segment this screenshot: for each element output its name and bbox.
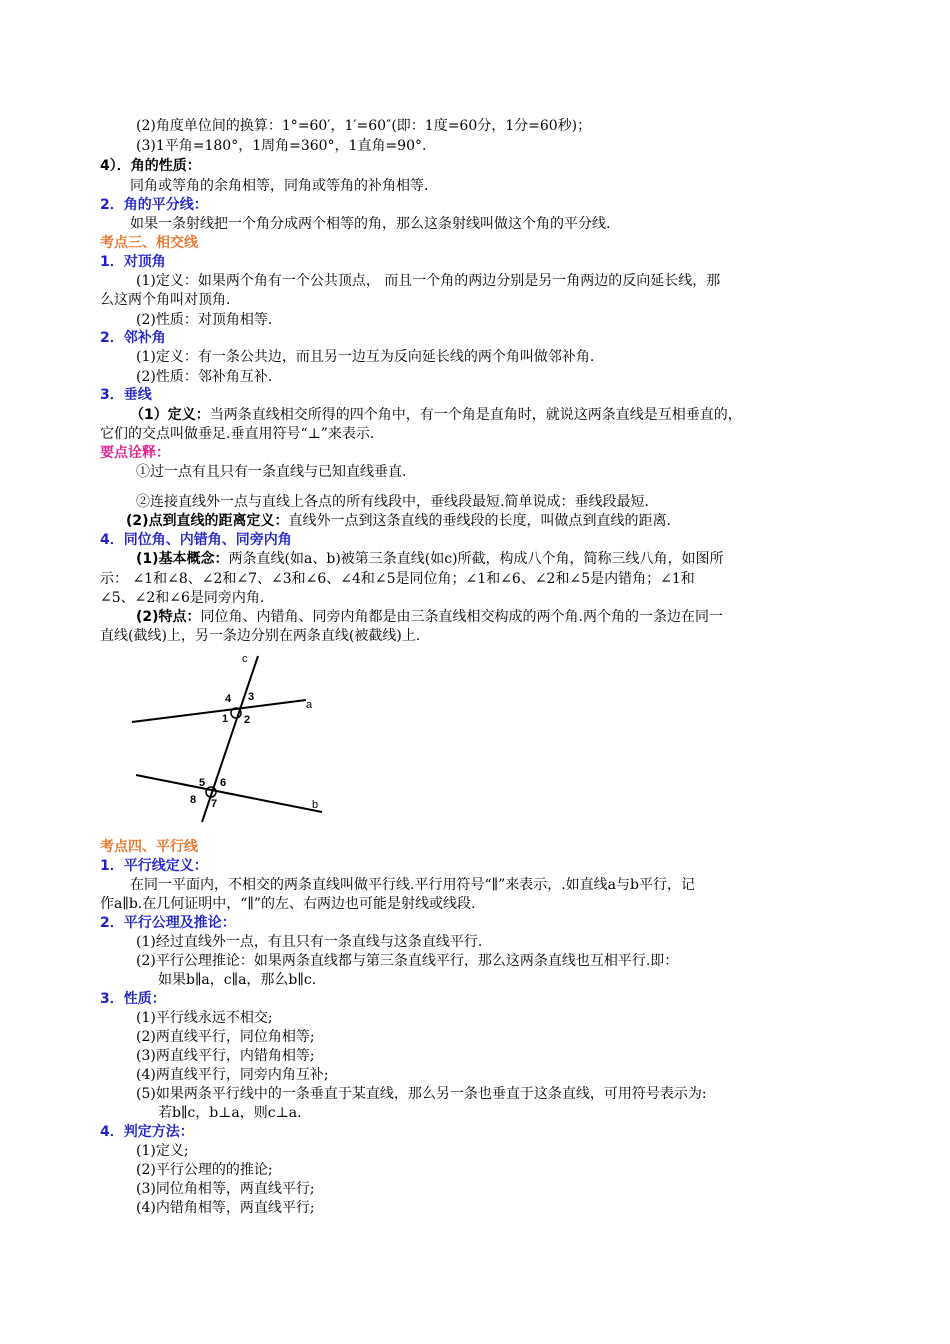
- text-line: (2)性质：邻补角互补.: [136, 369, 273, 385]
- topic-heading: 考点四、平行线: [100, 839, 198, 855]
- text-line: (1)经过直线外一点，有且只有一条直线与这条直线平行.: [136, 934, 483, 950]
- angle-label-2: 2: [244, 714, 251, 726]
- text-line: 示： ∠1和∠8、∠2和∠7、∠3和∠6、∠4和∠5是同位角；∠1和∠6、∠2和∠5是内错角；∠1和: [100, 571, 695, 587]
- term-text: 当两条直线相交所得的四个角中，有一个角是直角时，就说这两条直线是互相垂直的，: [209, 407, 742, 423]
- section-heading: 1．平行线定义：: [100, 858, 208, 874]
- text-line: ∠5、∠2和∠6是同旁内角.: [100, 590, 265, 606]
- line-b: [136, 775, 322, 812]
- section-heading: 4．同位角、内错角、同旁内角: [100, 532, 292, 548]
- text-line: 同角或等角的余角相等，同角或等角的补角相等.: [130, 178, 429, 194]
- term-label: (2)特点：: [136, 609, 201, 625]
- angle-label-6: 6: [220, 777, 227, 789]
- text-line: (2)平行公理的的推论;: [136, 1162, 273, 1178]
- angle-label-3: 3: [248, 691, 255, 703]
- text-line: [136, 549, 724, 569]
- text-line: (2)角度单位间的换算：1°=60′，1′=60″(即：1度=60分，1分=60秒)；: [136, 118, 592, 134]
- text-line: 作a∥b.在几何证明中，“∥”的左、右两边也可能是射线或线段.: [100, 896, 476, 912]
- text-line: (2)平行公理推论：如果两条直线都与第三条直线平行，那么这两条直线也互相平行.即：: [136, 953, 679, 969]
- text-line: (5)如果两条平行线中的一条垂直于某直线，那么另一条也垂直于这条直线，可用符号表示为:: [136, 1086, 707, 1102]
- term-label: (1)基本概念：: [136, 551, 229, 567]
- text-line: (1)定义：有一条公共边，而且另一边互为反向延长线的两个角叫做邻补角.: [136, 349, 595, 365]
- text-line: 若b∥c，b⊥a，则c⊥a.: [158, 1105, 302, 1121]
- term-text: 直线外一点到这条直线的垂线段的长度，叫做点到直线的距离.: [288, 513, 671, 529]
- text-line: (3)同位角相等，两直线平行;: [136, 1181, 315, 1197]
- text-line: 如果一条射线把一个角分成两个相等的角，那么这条射线叫做这个角的平分线.: [130, 216, 611, 232]
- topic-heading: 考点三、相交线: [100, 235, 198, 251]
- line-a: [132, 700, 306, 722]
- text-line: (1)定义：如果两个角有一个公共顶点， 而且一个角的两边分别是另一角两边的反向延长线，那: [136, 273, 721, 289]
- label-a: a: [306, 699, 313, 711]
- term-label: （1）定义：: [130, 407, 210, 423]
- angle-label-5: 5: [199, 777, 206, 789]
- text-line: (1)定义;: [136, 1143, 189, 1159]
- angle-label-1: 1: [222, 713, 229, 725]
- label-b: b: [312, 799, 319, 811]
- section-heading: 2．平行公理及推论：: [100, 915, 236, 931]
- text-line: [126, 511, 671, 531]
- angle-label-8: 8: [190, 794, 197, 806]
- text-line: [130, 405, 742, 425]
- term-text: 两条直线(如a、b)被第三条直线(如c)所截，构成八个角，简称三线八角，如图所: [228, 551, 724, 567]
- angle-label-4: 4: [225, 693, 232, 705]
- section-heading: 3．性质：: [100, 991, 166, 1007]
- angle-label-7: 7: [211, 798, 218, 810]
- text-line: 如果b∥a，c∥a，那么b∥c.: [158, 972, 317, 988]
- term-label: (2)点到直线的距离定义：: [126, 513, 289, 529]
- section-heading: 2．角的平分线：: [100, 197, 208, 213]
- text-line: [136, 607, 723, 627]
- text-line: 它们的交点叫做垂足.垂直用符号“⊥”来表示.: [100, 426, 375, 442]
- subheading: 4）．角的性质：: [100, 158, 201, 174]
- intersecting-lines-figure: [126, 650, 336, 830]
- text-line: (2)两直线平行，同位角相等;: [136, 1029, 315, 1045]
- key-point-heading: 要点诠释：: [100, 445, 170, 461]
- label-c: c: [242, 653, 248, 665]
- term-text: 同位角、内错角、同旁内角都是由三条直线相交构成的两个角.两个角的一条边在同一: [200, 609, 723, 625]
- text-line: (4)两直线平行，同旁内角互补;: [136, 1067, 329, 1083]
- text-line: (2)性质：对顶角相等.: [136, 312, 273, 328]
- section-heading: 2．邻补角: [100, 330, 166, 346]
- text-line: ②连接直线外一点与直线上各点的所有线段中，垂线段最短.简单说成：垂线段最短.: [136, 494, 649, 510]
- text-line: (3)1平角=180°，1周角=360°，1直角=90°.: [136, 138, 427, 154]
- text-line: 么这两个角叫对顶角.: [100, 292, 231, 308]
- section-heading: 3．垂线: [100, 387, 152, 403]
- section-heading: 1．对顶角: [100, 254, 166, 270]
- text-line: ①过一点有且只有一条直线与已知直线垂直.: [136, 464, 407, 480]
- text-line: (1)平行线永远不相交;: [136, 1010, 273, 1026]
- text-line: (4)内错角相等，两直线平行;: [136, 1200, 315, 1216]
- section-heading: 4．判定方法：: [100, 1124, 194, 1140]
- text-line: (3)两直线平行，内错角相等;: [136, 1048, 315, 1064]
- text-line: 在同一平面内，不相交的两条直线叫做平行线.平行用符号“∥”来表示，.如直线a与b平行，记: [130, 877, 695, 893]
- text-line: 直线(截线)上，另一条边分别在两条直线(被截线)上.: [100, 628, 421, 644]
